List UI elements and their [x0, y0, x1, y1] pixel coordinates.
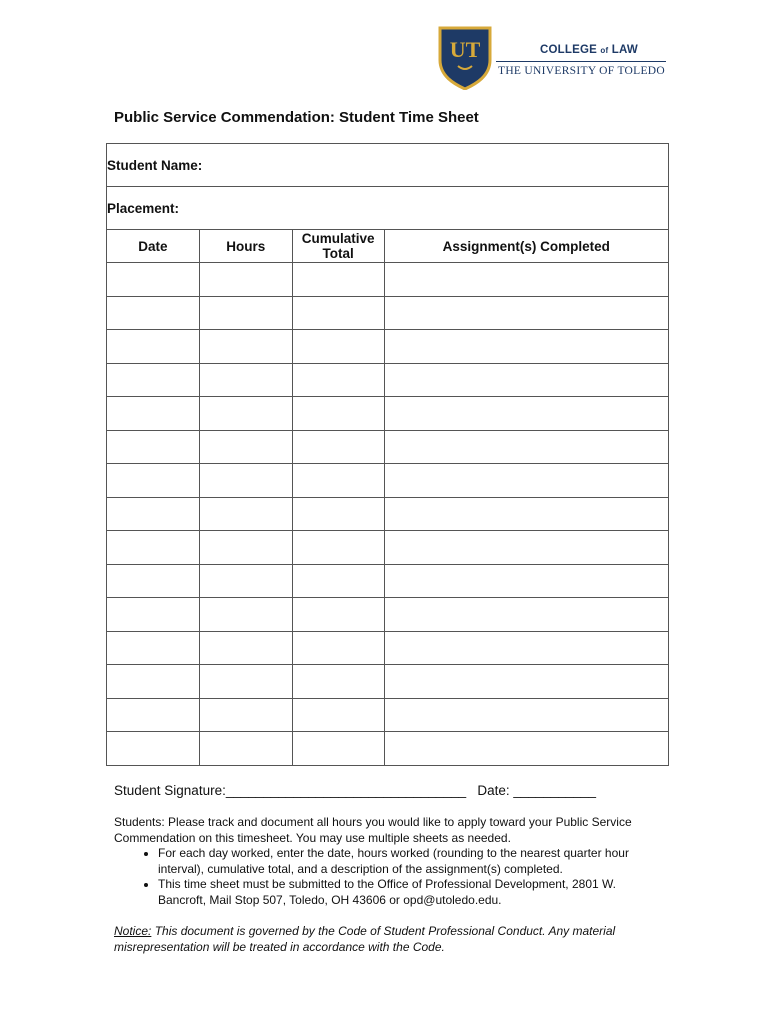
assignment-cell[interactable]	[384, 564, 668, 598]
instructions	[114, 815, 659, 908]
instruction-bullet: • This time sheet must be submitted to the Office of Professional Development, 2801 W. Bancroft, Mail Stop 507, Toledo, OH 43606 or opd@utoledo.edu.	[158, 877, 659, 908]
hours-cell[interactable]	[199, 397, 292, 431]
date-cell[interactable]	[107, 430, 200, 464]
table-row	[107, 564, 669, 598]
hours-cell[interactable]	[199, 631, 292, 665]
date-cell[interactable]	[107, 363, 200, 397]
header-assignments: Assignment(s) Completed	[384, 230, 668, 263]
cumulative-cell[interactable]	[292, 430, 384, 464]
table-row	[107, 531, 669, 565]
hours-cell[interactable]	[199, 564, 292, 598]
assignment-cell[interactable]	[384, 598, 668, 632]
cumulative-cell[interactable]	[292, 598, 384, 632]
placement-label: Placement:	[107, 200, 180, 216]
cumulative-cell[interactable]	[292, 732, 384, 766]
hours-cell[interactable]	[199, 732, 292, 766]
assignment-cell[interactable]	[384, 631, 668, 665]
assignment-cell[interactable]	[384, 363, 668, 397]
table-row	[107, 397, 669, 431]
cumulative-cell[interactable]	[292, 296, 384, 330]
hours-cell[interactable]	[199, 531, 292, 565]
college-of-law-text: COLLEGE of LAW	[540, 44, 638, 56]
header-hours: Hours	[199, 230, 292, 263]
date-cell[interactable]	[107, 497, 200, 531]
student-name-row	[107, 144, 669, 187]
cumulative-cell[interactable]	[292, 698, 384, 732]
table-row	[107, 497, 669, 531]
cumulative-cell[interactable]	[292, 631, 384, 665]
hours-cell[interactable]	[199, 263, 292, 297]
cumulative-cell[interactable]	[292, 263, 384, 297]
hours-cell[interactable]	[199, 665, 292, 699]
cumulative-cell[interactable]	[292, 464, 384, 498]
table-row	[107, 698, 669, 732]
hours-cell[interactable]	[199, 497, 292, 531]
ut-shield-icon	[438, 26, 492, 90]
hours-cell[interactable]	[199, 464, 292, 498]
date-cell[interactable]	[107, 732, 200, 766]
date-cell[interactable]	[107, 330, 200, 364]
date-cell[interactable]	[107, 397, 200, 431]
table-row	[107, 631, 669, 665]
cumulative-cell[interactable]	[292, 330, 384, 364]
table-row	[107, 263, 669, 297]
hours-cell[interactable]	[199, 363, 292, 397]
assignment-cell[interactable]	[384, 397, 668, 431]
signature-line[interactable]: Student Signature:________________________________ Date: ___________	[114, 783, 596, 798]
table-row	[107, 330, 669, 364]
date-cell[interactable]	[107, 296, 200, 330]
header-cumulative-total: Cumulative Total	[292, 230, 384, 263]
table-row	[107, 732, 669, 766]
assignment-cell[interactable]	[384, 497, 668, 531]
date-cell[interactable]	[107, 665, 200, 699]
date-cell[interactable]	[107, 531, 200, 565]
cumulative-cell[interactable]	[292, 531, 384, 565]
page-title: Public Service Commendation: Student Time Sheet	[114, 109, 479, 126]
date-cell[interactable]	[107, 263, 200, 297]
notice	[114, 923, 659, 955]
hours-cell[interactable]	[199, 598, 292, 632]
date-cell[interactable]	[107, 631, 200, 665]
cumulative-cell[interactable]	[292, 665, 384, 699]
student-name-field[interactable]	[107, 144, 669, 187]
table-row	[107, 296, 669, 330]
logo-divider	[496, 61, 666, 62]
table-row	[107, 665, 669, 699]
hours-cell[interactable]	[199, 296, 292, 330]
date-cell[interactable]	[107, 598, 200, 632]
assignment-cell[interactable]	[384, 430, 668, 464]
placement-field[interactable]	[107, 187, 669, 230]
assignment-cell[interactable]	[384, 464, 668, 498]
header-date: Date	[107, 230, 200, 263]
cumulative-cell[interactable]	[292, 397, 384, 431]
table-row	[107, 363, 669, 397]
assignment-cell[interactable]	[384, 263, 668, 297]
placement-row	[107, 187, 669, 230]
hours-cell[interactable]	[199, 430, 292, 464]
shield-monogram: UT	[449, 37, 481, 62]
notice-label: Notice:	[114, 924, 152, 938]
university-logo	[438, 26, 668, 92]
date-cell[interactable]	[107, 464, 200, 498]
table-row	[107, 464, 669, 498]
university-name: THE UNIVERSITY OF TOLEDO	[498, 65, 666, 77]
column-header-row	[107, 230, 669, 263]
instructions-list	[114, 846, 659, 908]
time-sheet-table	[106, 143, 669, 766]
cumulative-cell[interactable]	[292, 363, 384, 397]
hours-cell[interactable]	[199, 698, 292, 732]
assignment-cell[interactable]	[384, 531, 668, 565]
hours-cell[interactable]	[199, 330, 292, 364]
assignment-cell[interactable]	[384, 665, 668, 699]
cumulative-cell[interactable]	[292, 497, 384, 531]
assignment-cell[interactable]	[384, 330, 668, 364]
date-cell[interactable]	[107, 698, 200, 732]
table-row	[107, 598, 669, 632]
instructions-intro: Students: Please track and document all hours you would like to apply toward your Public Service Commendation on this timesheet. You may use multiple sheets as needed.	[114, 815, 632, 845]
assignment-cell[interactable]	[384, 698, 668, 732]
assignment-cell[interactable]	[384, 296, 668, 330]
table-row	[107, 430, 669, 464]
date-cell[interactable]	[107, 564, 200, 598]
cumulative-cell[interactable]	[292, 564, 384, 598]
instruction-bullet: • For each day worked, enter the date, hours worked (rounding to the nearest quarter hour interval), cumulative total, and a description of the assignment(s) completed.	[158, 846, 659, 877]
notice-text: This document is governed by the Code of Student Professional Conduct. Any material misrepresentation will be treated in accordance with the Code.	[114, 924, 616, 954]
assignment-cell[interactable]	[384, 732, 668, 766]
student-name-label: Student Name:	[107, 157, 203, 173]
